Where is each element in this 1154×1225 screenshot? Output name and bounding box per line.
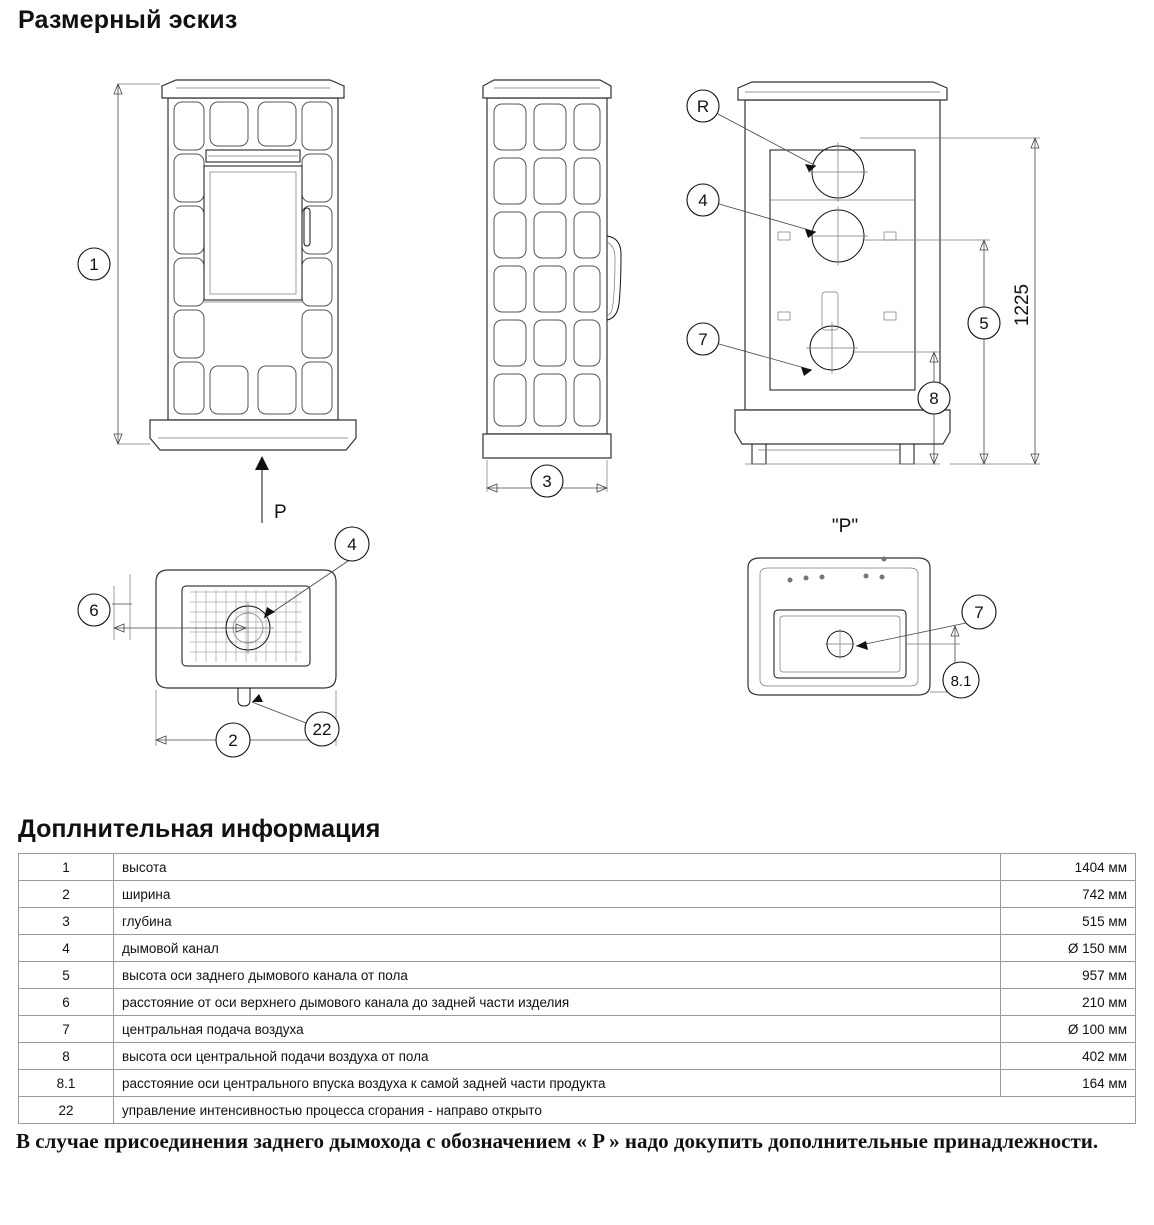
table-row <box>19 1016 1136 1043</box>
technical-drawing <box>0 40 1154 810</box>
additional-info-table <box>18 853 1136 1124</box>
row-description: высота оси заднего дымового канала от пола <box>114 962 1001 989</box>
row-description: высота <box>114 854 1001 881</box>
row-number: 8.1 <box>19 1070 114 1097</box>
row-value: 742 мм <box>1001 881 1136 908</box>
row-number: 2 <box>19 881 114 908</box>
table-row <box>19 881 1136 908</box>
row-description: ширина <box>114 881 1001 908</box>
callout-7-front: 7 <box>974 603 984 622</box>
callout-5: 5 <box>979 314 989 333</box>
table-row <box>19 1070 1136 1097</box>
callout-3: 3 <box>542 472 552 491</box>
row-description: дымовой канал <box>114 935 1001 962</box>
row-description: глубина <box>114 908 1001 935</box>
row-number: 7 <box>19 1016 114 1043</box>
callout-2: 2 <box>228 731 238 750</box>
callout-22: 22 <box>312 720 332 739</box>
table-row <box>19 908 1136 935</box>
callout-6: 6 <box>89 601 99 620</box>
top-view <box>78 527 369 757</box>
row-number: 3 <box>19 908 114 935</box>
row-number: 8 <box>19 1043 114 1070</box>
view-label-p: "P" <box>831 516 859 537</box>
row-description: управление интенсивностью процесса сгорания - направо открыто <box>114 1097 1136 1124</box>
callout-1: 1 <box>89 255 99 274</box>
callout-4-top: 4 <box>698 191 708 210</box>
side-view <box>483 80 621 497</box>
section-title-additional-info: Доплнительная информация <box>18 815 381 843</box>
callout-8: 8 <box>929 389 939 408</box>
row-value: 1404 мм <box>1001 854 1136 881</box>
row-number: 6 <box>19 989 114 1016</box>
arrow-label-p: P <box>274 502 287 523</box>
dimension-1225: 1225 <box>1012 283 1033 327</box>
row-number: 5 <box>19 962 114 989</box>
table-row <box>19 1043 1136 1070</box>
row-description: расстояние от оси верхнего дымового канала до задней части изделия <box>114 989 1001 1016</box>
row-value: 957 мм <box>1001 962 1136 989</box>
front-view <box>78 80 356 523</box>
row-description: расстояние оси центрального впуска воздуха к самой задней части продукта <box>114 1070 1001 1097</box>
rear-view <box>687 82 1040 464</box>
row-value: 164 мм <box>1001 1070 1136 1097</box>
row-description: высота оси центральной подачи воздуха от пола <box>114 1043 1001 1070</box>
callout-8-1: 8.1 <box>950 673 972 690</box>
row-value: 515 мм <box>1001 908 1136 935</box>
row-description: центральная подача воздуха <box>114 1016 1001 1043</box>
callout-R: R <box>696 97 710 116</box>
row-number: 1 <box>19 854 114 881</box>
page-title: Размерный эскиз <box>18 6 238 34</box>
table-row <box>19 935 1136 962</box>
footnote-text: В случае присоединения заднего дымохода с обозначением « P » надо докупить дополнительные принадлежности. <box>16 1129 1099 1153</box>
table-row <box>19 962 1136 989</box>
table-row <box>19 854 1136 881</box>
table-row <box>19 989 1136 1016</box>
row-value: Ø 100 мм <box>1001 1016 1136 1043</box>
callout-4-bottom: 4 <box>347 535 357 554</box>
table-row <box>19 1097 1136 1124</box>
row-number: 22 <box>19 1097 114 1124</box>
row-number: 4 <box>19 935 114 962</box>
row-value: Ø 150 мм <box>1001 935 1136 962</box>
p-detail-view <box>748 516 996 698</box>
row-value: 402 мм <box>1001 1043 1136 1070</box>
callout-7-rear: 7 <box>698 330 708 349</box>
row-value: 210 мм <box>1001 989 1136 1016</box>
